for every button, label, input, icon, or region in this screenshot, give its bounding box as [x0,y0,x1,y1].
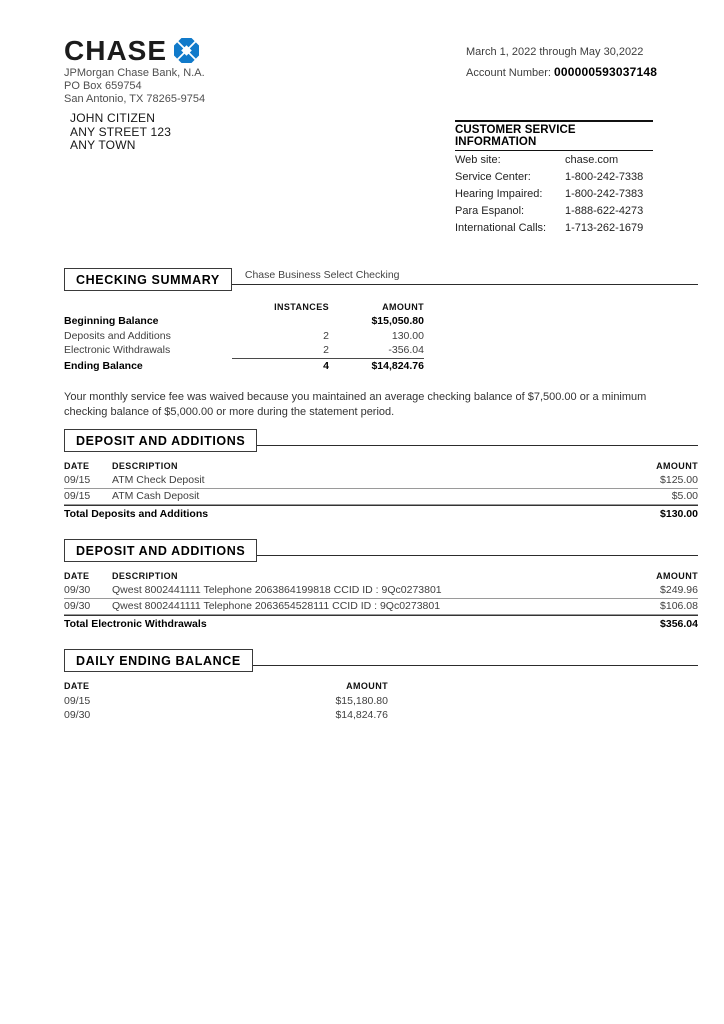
transaction-date: 09/15 [64,474,91,486]
withdrawals-header-row [64,569,698,583]
col-amount: AMOUNT [656,571,698,581]
summary-row [64,343,698,359]
col-date: DATE [64,461,90,471]
summary-row-label: Electronic Withdrawals [64,344,171,356]
deposits-total-label: Total Deposits and Additions [64,508,209,520]
transaction-amount: $5.00 [671,490,698,502]
balance-amount: $14,824.76 [335,709,388,721]
summary-header-row [64,301,698,314]
transaction-amount: $249.96 [660,584,698,596]
summary-row-amount: -356.04 [329,343,424,359]
summary-row-label: Beginning Balance [64,315,159,327]
customer-service-label: Service Center: [455,171,531,183]
summary-row-instances: 4 [323,359,329,372]
summary-row-instances [232,314,329,329]
transaction-row [64,473,698,489]
customer-service-label: Hearing Impaired: [455,188,543,200]
statement-period: March 1, 2022 through May 30,2022 [466,46,644,58]
section-rule [232,268,698,285]
recipient-name: JOHN CITIZEN [70,111,156,125]
daily-balance-row [64,708,388,722]
withdrawals-section-title: DEPOSIT AND ADDITIONS [64,539,257,562]
deposits-header-row [64,459,698,473]
customer-service-value: 1-800-242-7338 [565,171,644,183]
transaction-row [64,583,698,599]
transaction-description: ATM Check Deposit [112,474,205,486]
transaction-date: 09/30 [64,600,91,612]
transaction-amount: $106.08 [660,600,698,612]
customer-service-rows [455,152,653,237]
customer-service-row [455,186,653,203]
daily-balance-title: DAILY ENDING BALANCE [64,649,253,672]
daily-balance-header-row [64,679,388,694]
checking-summary-section [64,268,698,420]
chase-octagon-logo-icon [174,38,199,63]
section-rule [253,649,698,666]
brand-block [64,35,206,106]
customer-service-value: 1-713-262-1679 [565,222,644,234]
recipient-address [70,112,171,153]
col-amount: AMOUNT [656,461,698,471]
transaction-description: ATM Cash Deposit [112,490,200,502]
transaction-amount: $125.00 [660,474,698,486]
col-date: DATE [64,571,90,581]
service-fee-note: Your monthly service fee was waived because you maintained an average checking balance of $7,500.00 or a minimum checking balance of $5,000.00 or more during the statement period. [64,391,647,418]
withdrawals-total-label: Total Electronic Withdrawals [64,618,207,630]
statement-meta [466,46,657,79]
daily-balance-row [64,694,388,708]
withdrawals-section [64,539,698,633]
customer-service-label: Web site: [455,154,501,166]
summary-row-amount: $15,050.80 [371,315,424,327]
withdrawals-total-row [64,615,698,633]
customer-service-label: International Calls: [455,222,547,234]
daily-balance-rows [64,694,698,722]
bank-address-line: JPMorgan Chase Bank, N.A. [64,67,205,79]
bank-address-line: San Antonio, TX 78265-9754 [64,93,206,105]
transaction-description: Qwest 8002441111 Telephone 2063864199818 CCID ID : 9Qc0273801 [112,584,442,596]
col-amount: AMOUNT [346,681,388,691]
account-number-row [466,65,657,79]
deposits-rows [64,473,698,505]
transaction-row [64,599,698,615]
transaction-date: 09/30 [64,584,91,596]
customer-service-value: 1-800-242-7383 [565,188,644,200]
summary-row-amount: 130.00 [391,329,424,342]
deposits-section-title: DEPOSIT AND ADDITIONS [64,429,257,452]
chase-wordmark: CHASE [64,35,168,66]
bank-address [64,67,205,106]
summary-row-label: Ending Balance [64,359,143,372]
summary-row [64,359,698,374]
account-number-value: 000000593037148 [554,65,658,79]
customer-service-row [455,152,653,169]
summary-row-label: Deposits and Additions [64,329,171,342]
summary-row-amount: $14,824.76 [371,359,424,372]
balance-date: 09/30 [64,709,91,721]
customer-service-row [455,220,653,237]
bank-address-line: PO Box 659754 [64,80,142,92]
summary-row [64,314,698,329]
summary-row [64,329,698,344]
section-rule [257,429,698,446]
checking-summary-title: CHECKING SUMMARY [64,268,232,291]
section-rule [257,539,698,556]
col-description: DESCRIPTION [112,571,178,581]
summary-rows [64,314,698,373]
col-description: DESCRIPTION [112,461,178,471]
customer-service-title: CUSTOMER SERVICE INFORMATION [455,120,653,151]
summary-row-instances: 2 [323,329,329,342]
summary-col-amount: AMOUNT [382,302,424,312]
recipient-town: ANY TOWN [70,138,136,152]
transaction-row [64,489,698,505]
daily-balance-section [64,649,698,722]
customer-service-row [455,169,653,186]
deposits-total-amount: $130.00 [660,508,698,520]
col-date: DATE [64,681,90,691]
deposits-section [64,429,698,523]
customer-service-panel [455,120,653,237]
balance-date: 09/15 [64,695,91,707]
customer-service-value: 1-888-622-4273 [565,205,644,217]
product-name: Chase Business Select Checking [244,269,400,281]
recipient-street: ANY STREET 123 [70,124,172,139]
summary-row-instances: 2 [232,343,329,359]
summary-col-instances: INSTANCES [274,302,329,312]
transaction-date: 09/15 [64,490,91,502]
customer-service-label: Para Espanol: [455,205,525,217]
transaction-description: Qwest 8002441111 Telephone 2063654528111 CCID ID : 9Qc0273801 [112,600,441,612]
checking-summary-table [64,301,698,373]
balance-amount: $15,180.80 [335,695,388,707]
customer-service-value: chase.com [565,154,619,166]
customer-service-row [455,203,653,220]
withdrawals-rows [64,583,698,615]
account-number-label: Account Number: [466,67,551,79]
deposits-total-row [64,505,698,523]
withdrawals-total-amount: $356.04 [660,618,698,630]
